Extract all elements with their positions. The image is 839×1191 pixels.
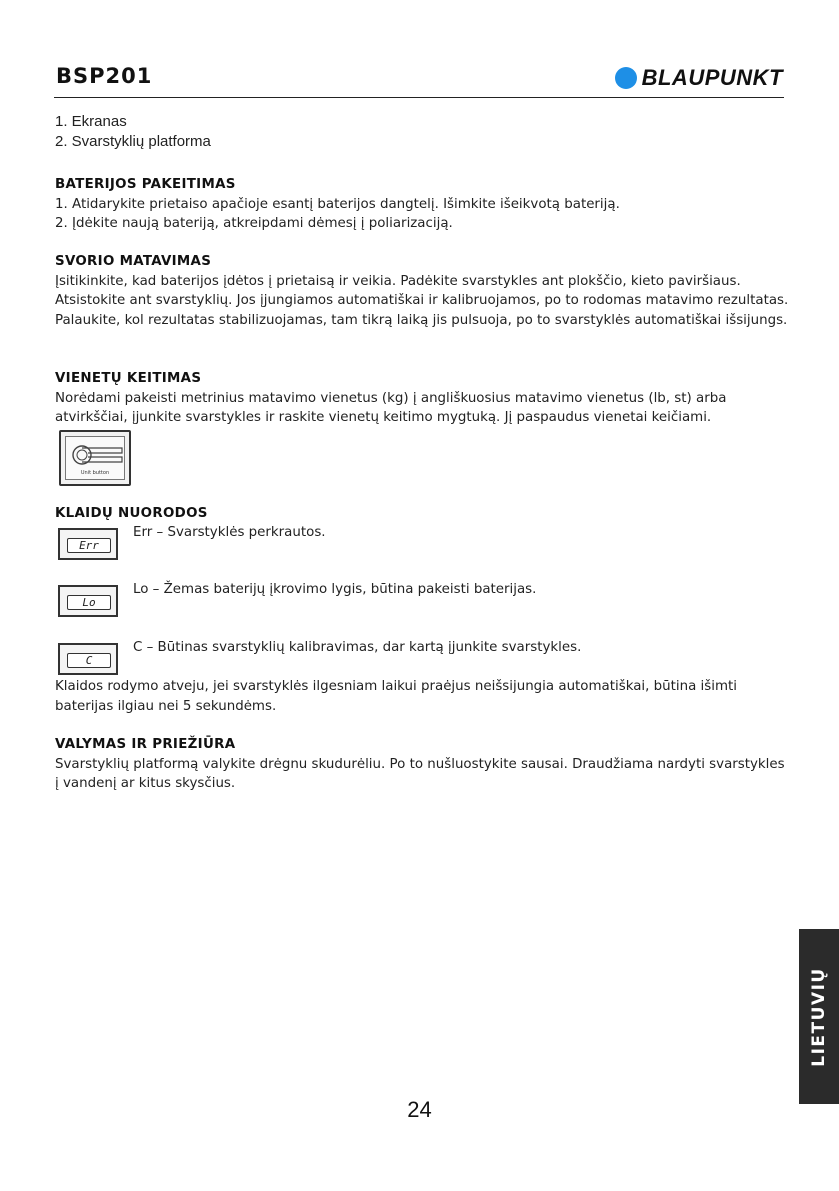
lcd-c-code: C	[67, 653, 111, 668]
units-text: Norėdami pakeisti metrinius matavimo vienetus (kg) į angliškuosius matavimo vienetus (lb, st) arba atvirkščiai, įjunkite svarstykles ir raskite vienetų keitimo mygtuką. Jį paspaudus vienetai keičiami.	[55, 390, 727, 425]
parts-list-item: 1. Ekranas	[55, 113, 127, 130]
battery-step: 1. Atidarykite prietaiso apačioje esantį baterijos dangtelį. Išimkite išeikvotą bateriją.	[55, 196, 620, 212]
language-tab	[799, 929, 839, 1104]
lcd-err-display	[58, 528, 118, 560]
weighing-text: Įsitikinkite, kad baterijos įdėtos į prietaisą ir veikia. Padėkite svarstykles ant plokščio, kieto paviršiaus. Atsistokite ant svarstyklių. Jos įjungiamos automatiškai ir kalibruojamos, po to rodomas matavimo rezultatas. Palaukite, kol rezultatas stabilizuojamas, tam tikrą laiką jis pulsuoja, po to svarstyklės automatiškai išsijungs.	[55, 273, 789, 328]
lcd-err-code: Err	[67, 538, 111, 553]
brand-logo	[615, 66, 783, 90]
errors-note-block	[55, 677, 790, 716]
lcd-c-display	[58, 643, 118, 675]
battery-section	[55, 175, 790, 234]
cleaning-section	[55, 735, 790, 794]
weighing-section	[55, 252, 790, 330]
lcd-lo-code: Lo	[67, 595, 111, 610]
brand-name: BLAUPUNKT	[641, 65, 783, 90]
unit-button-caption: Unit button	[80, 470, 110, 476]
page-number: 24	[407, 1097, 432, 1122]
battery-step: 2. Įdėkite naują bateriją, atkreipdami dėmesį į poliarizaciją.	[55, 216, 453, 231]
model-title: BSP201	[56, 64, 153, 88]
errors-section	[55, 504, 790, 524]
parts-list	[55, 112, 211, 152]
battery-heading: BATERIJOS PAKEITIMAS	[55, 177, 236, 192]
brand-dot-icon	[615, 67, 637, 89]
unit-button-illustration	[59, 430, 131, 486]
cleaning-text: Svarstyklių platformą valykite drėgnu skudurėliu. Po to nušluostykite sausai. Draudžiama nardyti svarstykles į vandenį ar kitus skysčius.	[55, 756, 785, 791]
cleaning-heading: VALYMAS IR PRIEŽIŪRA	[55, 737, 236, 752]
error-description: Lo – Žemas baterijų įkrovimo lygis, būtina pakeisti baterijas.	[133, 582, 537, 597]
units-heading: VIENETŲ KEITIMAS	[55, 371, 202, 386]
error-description: C – Būtinas svarstyklių kalibravimas, dar kartą įjunkite svarstykles.	[133, 640, 582, 655]
error-description: Err – Svarstyklės perkrautos.	[133, 525, 326, 540]
errors-note: Klaidos rodymo atveju, jei svarstyklės ilgesniam laikui praėjus neišsijungia automatiškai, būtina išimti baterijas ilgiau nei 5 sekundėms.	[55, 679, 737, 714]
errors-heading: KLAIDŲ NUORODOS	[55, 506, 208, 521]
language-tab-label: LIETUVIŲ	[809, 966, 829, 1067]
header-divider	[54, 97, 784, 98]
units-section	[55, 369, 790, 428]
weighing-heading: SVORIO MATAVIMAS	[55, 254, 212, 269]
lcd-lo-display	[58, 585, 118, 617]
parts-list-item: 2. Svarstyklių platforma	[55, 133, 211, 150]
